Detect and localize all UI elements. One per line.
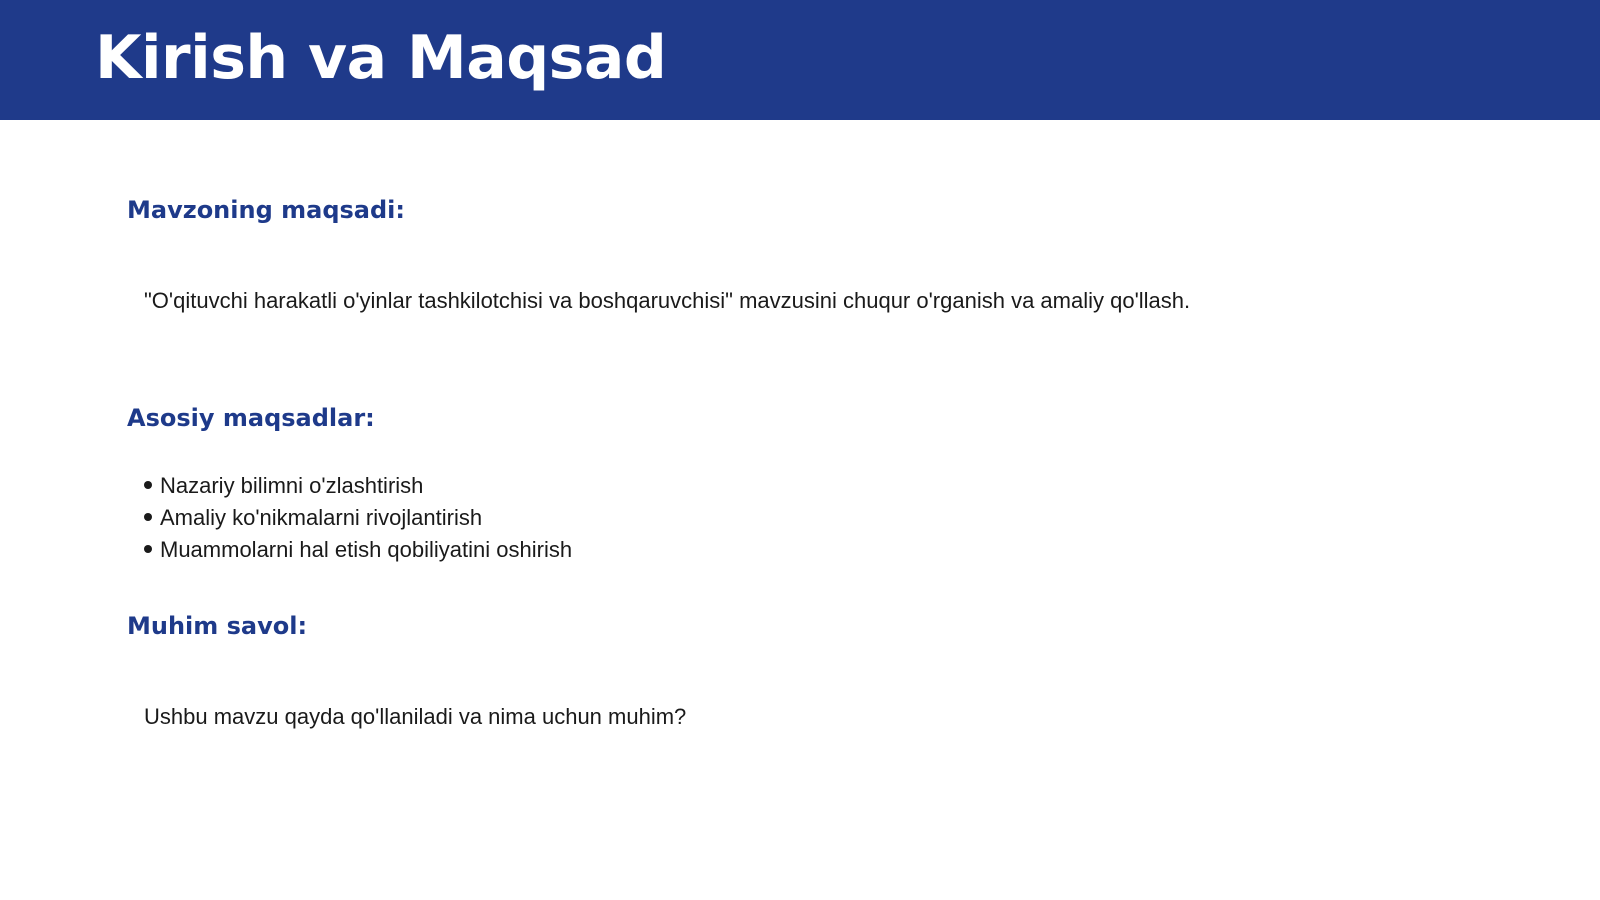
list-item-label: Muammolarni hal etish qobiliyatini oshirish	[160, 537, 573, 562]
bullet-icon	[144, 481, 152, 489]
goals-heading: Asosiy maqsadlar:	[127, 404, 375, 432]
question-text: Ushbu mavzu qayda qo'llaniladi va nima uchun muhim?	[144, 704, 687, 729]
purpose-text: "O'qituvchi harakatli o'yinlar tashkilotchisi va boshqaruvchisi" mavzusini chuqur o'rganish va amaliy qo'llash.	[144, 288, 1191, 313]
purpose-heading: Mavzoning maqsadi:	[127, 196, 405, 224]
bullet-icon	[144, 545, 152, 553]
list-item-label: Amaliy ko'nikmalarni rivojlantirish	[160, 505, 483, 530]
list-item-label: Nazariy bilimni o'zlashtirish	[160, 473, 424, 498]
slide-title: Kirish va Maqsad	[95, 23, 667, 93]
question-heading: Muhim savol:	[127, 612, 308, 640]
bullet-icon	[144, 513, 152, 521]
list-item	[144, 502, 572, 534]
slide-header	[0, 0, 1600, 120]
list-item	[144, 470, 572, 502]
goals-list	[144, 470, 572, 566]
list-item	[144, 534, 572, 566]
